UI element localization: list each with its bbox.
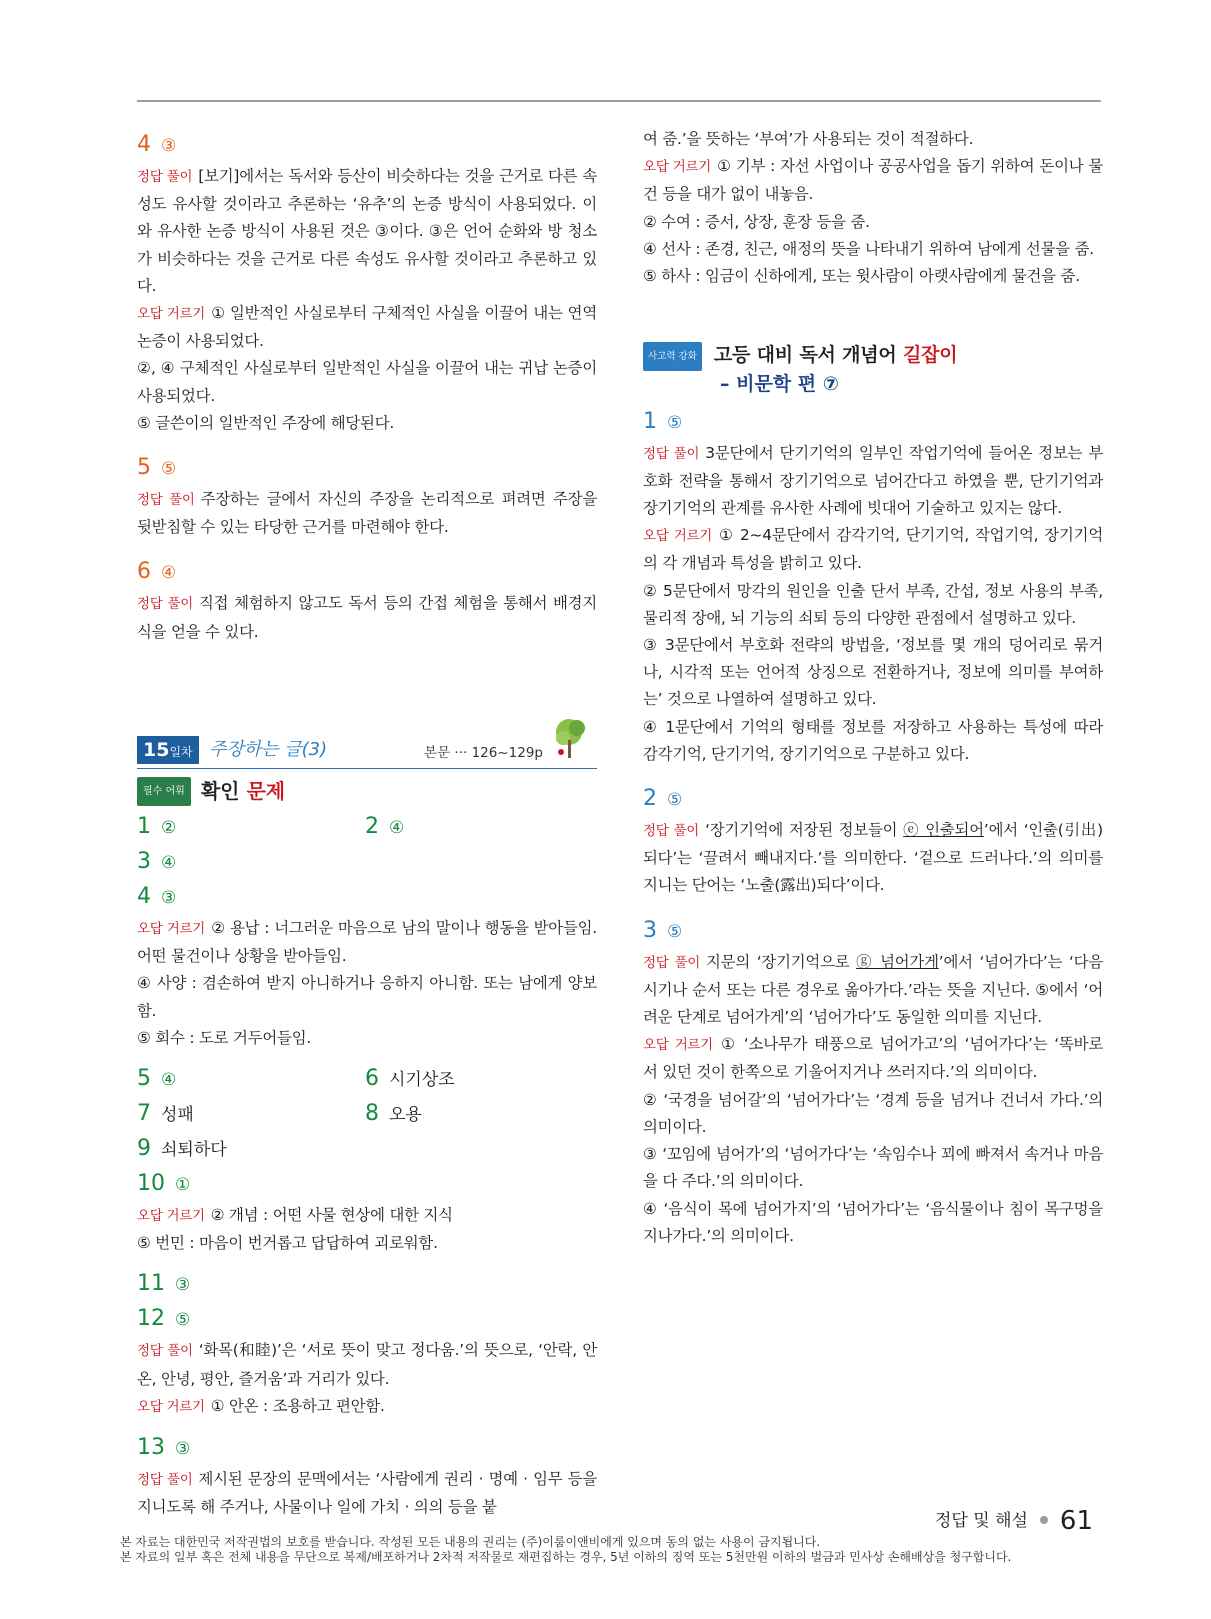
review-7: 7 성패 <box>137 1101 194 1127</box>
question-6: 6 ④ <box>137 559 177 585</box>
review-1: 1 ② <box>137 814 177 840</box>
page-footer <box>935 1506 1093 1536</box>
q4-wrong-2: ②, ④ 구체적인 사실로부터 일반적인 사실을 이끌어 내는 귀납 논증이 사용되었다. <box>137 359 597 405</box>
separator-dot <box>1040 1516 1048 1524</box>
q4-wrong-3: ⑤ 글쓴이의 일반적인 주장에 해당된다. <box>137 413 395 432</box>
concept-question-1: 1 ⑤ <box>643 408 683 434</box>
section-header <box>137 777 597 806</box>
review-10-wrong-1: 오답 거르기 ② 개념 : 어떤 사물 현상에 대한 지식 <box>137 1206 453 1225</box>
review-12-answer: 정답 풀이 ‘화목(和睦)’은 ‘서로 뜻이 맞고 정다움.’의 뜻으로, ‘안락, 안온, 안녕, 평안, 즐거움’과 거리가 있다. <box>137 1341 597 1388</box>
q5-answer: 정답 풀이 주장하는 글에서 자신의 주장을 논리적으로 펴려면 주장을 뒷받침할 수 있는 타당한 근거를 마련해야 한다. <box>137 490 597 537</box>
review-4-wrong-1: 오답 거르기 ② 용납 : 너그러운 마음으로 남의 말이나 행동을 받아들임. 어떤 물건이나 상황을 받아들임. <box>137 919 597 966</box>
concept-q3-wrong-3: ③ ‘꼬임에 넘어가’의 ‘넘어가다’는 ‘속임수나 꾀에 빠져서 속거나 마음을 다 주다.’의 의미이다. <box>643 1145 1103 1191</box>
review-12: 12 ⑤ <box>137 1306 191 1332</box>
right-column <box>643 126 1103 1250</box>
review-11: 11 ③ <box>137 1271 191 1297</box>
concept-subtitle: – 비문학 편 ⑦ <box>720 373 839 396</box>
concept-tag: 사고력 강화 <box>643 342 702 371</box>
page-number: 61 <box>1059 1506 1094 1536</box>
concept-q3-wrong-4: ④ ‘음식이 목에 넘어가지’의 ‘넘어가다’는 ‘음식물이나 침이 목구멍을 지나가다.’의 의미이다. <box>643 1199 1103 1245</box>
concept-q1-wrong-1: 오답 거르기 ① 2~4문단에서 감각기억, 단기기억, 작업기억, 장기기억의 각 개념과 특성을 밝히고 있다. <box>643 526 1103 573</box>
concept-q1-wrong-4: ④ 1문단에서 기억의 형태를 정보를 저장하고 사용하는 특성에 따라 감각기억, 단기기억, 장기기억으로 구분하고 있다. <box>643 717 1103 763</box>
answers-row-1 <box>137 810 597 845</box>
q4-answer: 정답 풀이 [보기]에서는 독서와 등산이 비슷하다는 것을 근거로 다른 속성도 유사할 것이라고 추론하는 ‘유추’의 논증 방식이 사용되었다. 이와 유사한 논증 방식이 사용된 것은 ③이다. ③은 언어 순화와 방 청소가 비슷하다는 것을 근거로 다른 속성도 유사할 것이라고 추론하고 있다. <box>137 167 597 295</box>
q4-wrong-1: 오답 거르기 ① 일반적인 사실로부터 구체적인 사실을 이끌어 내는 연역 논증이 사용되었다. <box>137 304 597 351</box>
concept-q1-wrong-2: ② 5문단에서 망각의 원인을 인출 단서 부족, 간섭, 정보 사용의 부족, 물리적 장애, 뇌 기능의 쇠퇴 등의 다양한 관점에서 설명하고 있다. <box>643 581 1103 627</box>
concept-q3-answer: 정답 풀이 지문의 ‘장기기억으로 ⓖ 넘어가게’에서 ‘넘어가다’는 ‘다음 시기나 순서 또는 다른 경우로 옮아가다.’라는 뜻을 지닌다. ⑤에서 ‘어려운 단계로 넘어가게’의 ‘넘어가다’도 동일한 의미를 지닌다. <box>643 952 1103 1027</box>
concept-title: 고등 대비 독서 개념어 길잡이 <box>713 344 958 367</box>
left-column <box>137 128 597 1521</box>
copyright-notice <box>120 1535 1100 1565</box>
continued-wrong-3: ④ 선사 : 존경, 친근, 애정의 뜻을 나타내기 위하여 남에게 선물을 줌. <box>643 239 1094 258</box>
review-4-wrong-3: ⑤ 회수 : 도로 거두어들임. <box>137 1028 312 1047</box>
day-badge: 15일차 <box>137 736 199 764</box>
copyright-line-2: 본 자료의 일부 혹은 전체 내용을 무단으로 복제/배포하거나 2차적 저작물로 재편집하는 경우, 5년 이하의 징역 또는 5천만원 이하의 벌금과 민사상 손해배상을 청구합니다. <box>120 1550 1012 1564</box>
review-8: 8 오용 <box>365 1101 422 1127</box>
question-4: 4 ③ <box>137 132 177 157</box>
continued-wrong-2: ② 수여 : 증서, 상장, 훈장 등을 줌. <box>643 212 870 231</box>
review-10: 10 ① <box>137 1171 191 1197</box>
section-label: 정답 및 해설 <box>935 1511 1028 1531</box>
continued-answer: 여 줌.’을 뜻하는 ‘부여’가 사용되는 것이 적절하다. <box>643 130 974 148</box>
review-12-wrong-1: 오답 거르기 ① 안온 : 조용하고 편안함. <box>137 1396 385 1415</box>
concept-question-2: 2 ⑤ <box>643 786 683 812</box>
question-5: 5 ⑤ <box>137 455 177 481</box>
continued-wrong-1: 오답 거르기 ① 기부 : 자선 사업이나 공공사업을 돕기 위하여 돈이나 물건 등을 대가 없이 내놓음. <box>643 157 1103 204</box>
concept-question-3: 3 ⑤ <box>643 917 683 943</box>
section-tag: 필수 어휘 <box>137 777 191 806</box>
concept-q3-wrong-2: ② ‘국경을 넘어갈’의 ‘넘어가다’는 ‘경계 등을 넘거나 건너서 가다.’의 의미이다. <box>643 1090 1103 1136</box>
review-10-wrong-2: ⑤ 번민 : 마음이 번거롭고 답답하여 괴로워함. <box>137 1234 438 1253</box>
review-9: 9 쇠퇴하다 <box>137 1136 227 1162</box>
day-header <box>137 734 597 769</box>
tree-icon <box>553 716 589 760</box>
concept-q1-wrong-3: ③ 3문단에서 부호화 전략의 방법을, ‘정보를 몇 개의 덩어리로 묶거나, 시각적 또는 언어적 상징으로 전환하거나, 정보에 의미를 부여하는’ 것으로 나열하여 설명하고 있다. <box>643 636 1103 709</box>
concept-q3-wrong-1: 오답 거르기 ① ‘소나무가 태풍으로 넘어가고’의 ‘넘어가다’는 ‘똑바로 서 있던 것이 한쪽으로 기울어지거나 쓰러지다.’의 의미이다. <box>643 1035 1103 1082</box>
section-title: 확인 문제 <box>200 778 286 803</box>
review-13-answer: 정답 풀이 제시된 문장의 문맥에서는 ‘사람에게 권리 · 명예 · 임무 등을 지니도록 해 주거나, 사물이나 일에 가치 · 의의 등을 붙 <box>137 1470 597 1517</box>
concept-q1-answer: 정답 풀이 3문단에서 단기기억의 일부인 작업기억에 들어온 정보는 부호화 전략을 통해서 장기기억으로 넘어간다고 하였을 뿐, 단기기억과 장기기억의 관계를 유사한 사례에 빗대어 기술하고 있지는 않다. <box>643 443 1103 518</box>
review-6: 6 시기상조 <box>365 1066 455 1092</box>
concept-q2-answer: 정답 풀이 ‘장기기억에 저장된 정보들이 ⓔ 인출되어’에서 ‘인출(引出)되다’는 ‘끌려서 빼내지다.’를 의미한다. ‘겉으로 드러나다.’의 의미를 지니는 단어는 ‘노출(露出)되다’이다. <box>643 821 1103 895</box>
review-4-wrong-2: ④ 사양 : 겸손하여 받지 아니하거나 응하지 아니함. 또는 남에게 양보함. <box>137 974 597 1020</box>
page-reference: 본문 ··· 126~129p <box>424 744 543 761</box>
q6-answer: 정답 풀이 직접 체험하지 않고도 독서 등의 간접 체험을 통해서 배경지식을 얻을 수 있다. <box>137 594 597 641</box>
concept-box-header <box>643 342 1103 371</box>
review-4: 4 ③ <box>137 884 177 910</box>
top-rule <box>137 100 1101 102</box>
day-title: 주장하는 글(3) <box>209 738 328 760</box>
review-5: 5 ④ <box>137 1066 177 1092</box>
review-2: 2 ④ <box>365 814 405 840</box>
review-13: 13 ③ <box>137 1435 191 1461</box>
review-3: 3 ④ <box>137 849 177 875</box>
continued-wrong-4: ⑤ 하사 : 임금이 신하에게, 또는 윗사람이 아랫사람에게 물건을 줌. <box>643 267 1080 286</box>
copyright-line-1: 본 자료는 대한민국 저작권법의 보호를 받습니다. 작성된 모든 내용의 권리는 (주)이룸이앤비에게 있으며 동의 없는 사용이 금지됩니다. <box>120 1535 821 1549</box>
answers-row-5 <box>137 1062 597 1132</box>
